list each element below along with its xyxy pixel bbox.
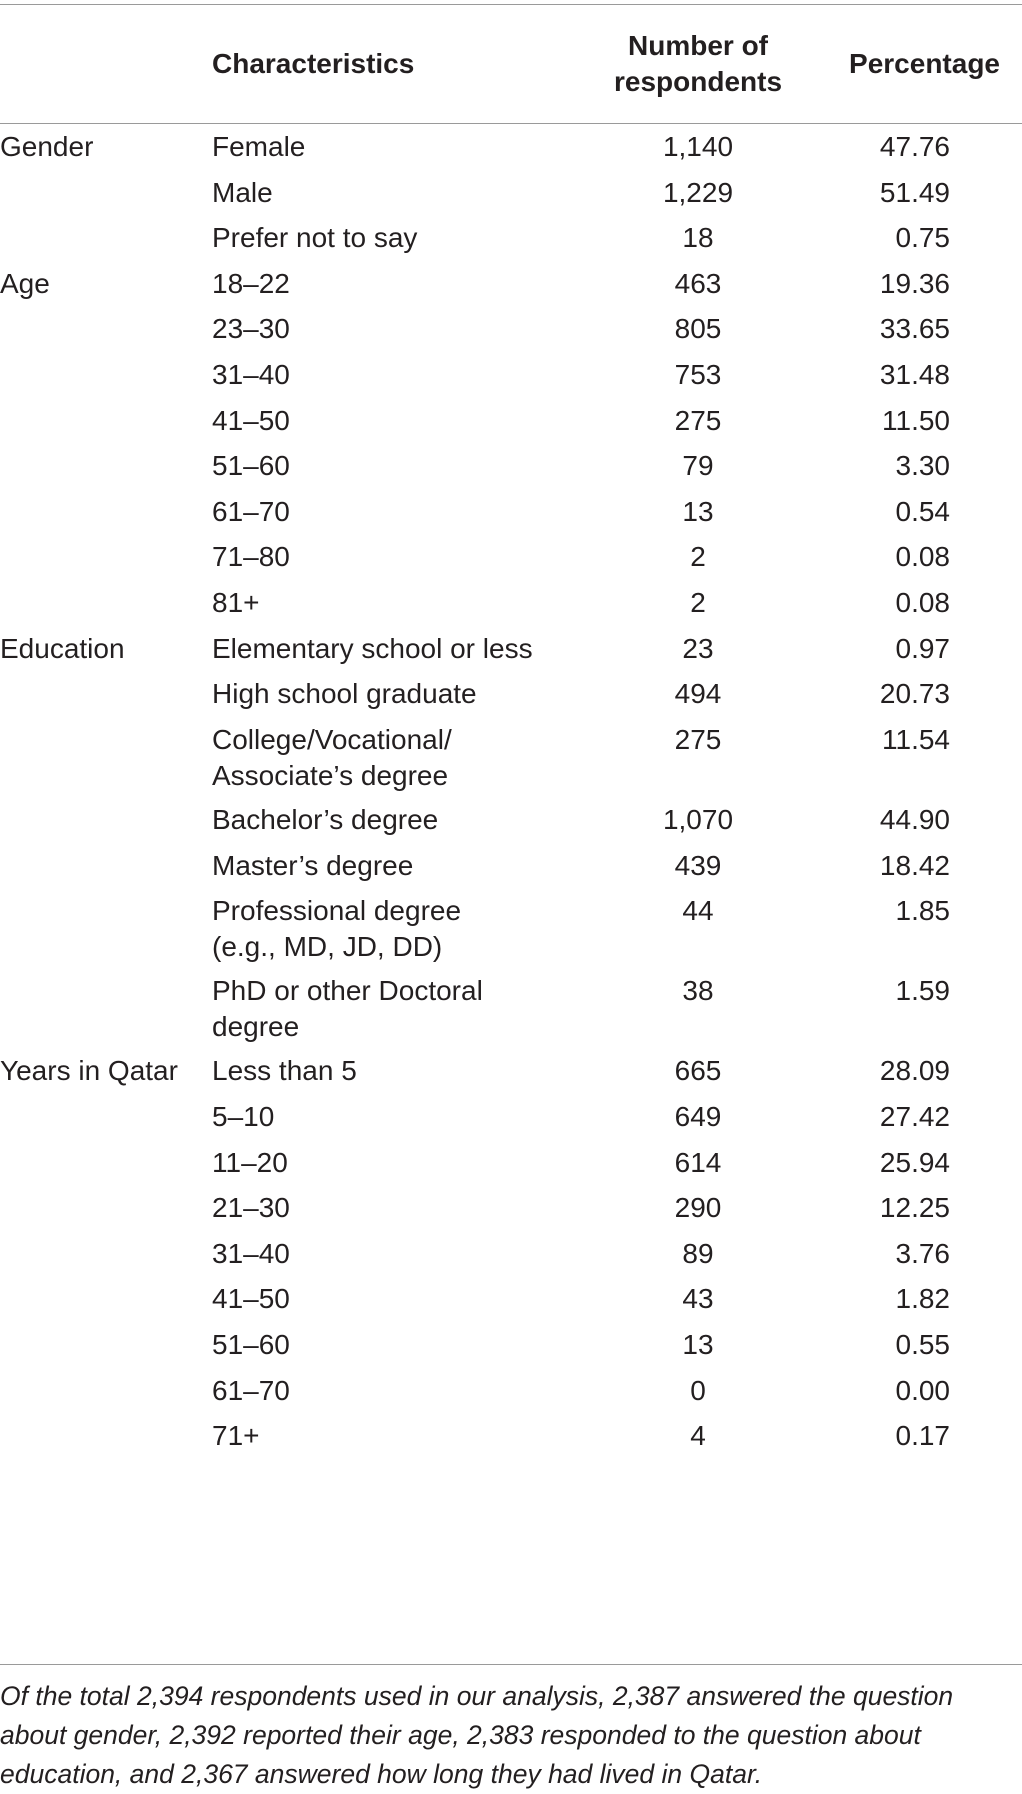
row-number-of-respondents: 18: [682, 222, 714, 254]
row-characteristic: [212, 1325, 290, 1364]
row-percentage: 0.08: [895, 541, 950, 573]
row-percentage: 25.94: [879, 1146, 950, 1178]
row-characteristic: [212, 537, 290, 576]
row-number-of-respondents: 2: [690, 541, 706, 573]
characteristic-line: Prefer not to say: [212, 222, 418, 254]
characteristic-line: Bachelor’s degree: [212, 803, 439, 835]
row-number-of-respondents: 4: [690, 1420, 706, 1452]
row-number-of-respondents: 614: [674, 1146, 722, 1178]
row-percentage: 0.54: [895, 495, 950, 527]
row-characteristic: [212, 218, 417, 257]
header-percentage: Percentage: [849, 48, 1000, 79]
row-percentage: 11.50: [882, 404, 950, 436]
row-characteristic: [212, 401, 290, 440]
characteristic-line: 18–22: [212, 267, 290, 299]
row-characteristic: [212, 846, 413, 885]
characteristic-line: Master’s degree: [212, 849, 414, 881]
row-percentage: 51.49: [879, 176, 950, 208]
row-number-of-respondents: 463: [674, 267, 722, 299]
row-characteristic: [212, 1143, 288, 1182]
row-number-of-respondents: 290: [674, 1192, 722, 1224]
row-characteristic: [212, 1371, 290, 1410]
row-percentage: 18.42: [879, 849, 950, 881]
characteristic-line: 61–70: [212, 1374, 290, 1406]
row-group-label: Age: [0, 267, 50, 299]
header-number-line1: Number of: [628, 30, 768, 61]
row-percentage: 33.65: [879, 313, 950, 345]
row-characteristic: [212, 173, 273, 212]
row-characteristic: [212, 309, 290, 348]
characteristic-line: College/Vocational/: [212, 723, 452, 755]
row-number-of-respondents: 753: [674, 359, 722, 390]
characteristic-line: (e.g., MD, JD, DD): [212, 931, 443, 963]
row-percentage: 0.08: [895, 587, 950, 618]
row-percentage: 0.75: [895, 222, 950, 254]
row-number-of-respondents: 38: [682, 975, 714, 1007]
table-header-rule: [0, 123, 1022, 124]
row-number-of-respondents: 13: [682, 495, 714, 527]
characteristic-line: High school graduate: [212, 678, 477, 710]
characteristic-line: 51–60: [212, 450, 290, 482]
characteristic-line: Male: [212, 176, 273, 208]
row-characteristic: [212, 800, 438, 839]
characteristic-line: Elementary school or less: [212, 632, 533, 664]
row-percentage: 12.25: [879, 1192, 950, 1224]
characteristic-line: 5–10: [212, 1100, 275, 1132]
row-number-of-respondents: 0: [690, 1374, 706, 1406]
row-characteristic: [212, 446, 290, 485]
characteristic-line: 81+: [212, 587, 260, 618]
row-characteristic: [212, 264, 290, 303]
row-characteristic: [212, 583, 260, 622]
row-characteristic: [212, 492, 290, 531]
table-footnote: Of the total 2,394 respondents used in our analysis, 2,387 answered the question about gender, 2,392 reported their age, 2,383 responded to the question about education, and 2,367 answered how long they had lived in Qatar.: [0, 1681, 954, 1789]
row-percentage: 1.85: [895, 895, 950, 927]
characteristic-line: 51–60: [212, 1328, 290, 1360]
row-number-of-respondents: 89: [682, 1237, 714, 1269]
row-percentage: 3.30: [895, 450, 950, 482]
row-characteristic: [212, 1097, 274, 1136]
row-percentage: 0.55: [895, 1328, 950, 1360]
characteristic-line: 11–20: [212, 1146, 288, 1178]
characteristic-line: Associate’s degree: [212, 759, 449, 791]
row-percentage: 31.48: [879, 359, 950, 390]
row-characteristic: [212, 674, 477, 713]
characteristic-line: Female: [212, 131, 306, 162]
characteristic-line: degree: [212, 1011, 300, 1043]
row-percentage: 0.17: [895, 1420, 950, 1452]
row-number-of-respondents: 79: [682, 450, 714, 482]
characteristic-line: 61–70: [212, 495, 290, 527]
row-percentage: 11.54: [882, 723, 950, 755]
row-percentage: 0.97: [895, 632, 950, 664]
header-characteristics: Characteristics: [212, 48, 415, 79]
row-number-of-respondents: 1,070: [662, 803, 734, 835]
row-number-of-respondents: 1,229: [662, 176, 734, 208]
row-number-of-respondents: 494: [674, 678, 722, 710]
row-percentage: 1.59: [895, 975, 950, 1007]
row-number-of-respondents: 275: [674, 723, 722, 755]
characteristic-line: Professional degree: [212, 895, 462, 927]
row-percentage: 28.09: [879, 1055, 950, 1087]
row-percentage: 1.82: [895, 1283, 950, 1315]
header-number-of-respondents: [598, 28, 798, 100]
row-characteristic: [212, 971, 483, 1045]
characteristic-line: 71+: [212, 1420, 260, 1452]
row-percentage: 19.36: [879, 267, 950, 299]
row-group-label: Years in Qatar: [0, 1055, 178, 1087]
header-number-line2: respondents: [613, 66, 783, 97]
characteristic-line: 31–40: [212, 359, 290, 390]
characteristic-line: Less than 5: [212, 1055, 357, 1087]
characteristic-line: 21–30: [212, 1192, 290, 1224]
row-characteristic: [212, 1416, 260, 1455]
row-characteristic: [212, 629, 533, 668]
row-number-of-respondents: 23: [682, 632, 714, 664]
row-characteristic: [212, 355, 290, 394]
row-characteristic: [212, 127, 305, 166]
row-percentage: 47.76: [879, 131, 950, 162]
row-characteristic: [212, 891, 461, 965]
row-characteristic: [212, 1188, 290, 1227]
row-percentage: 0.00: [895, 1374, 950, 1406]
row-characteristic: [212, 720, 452, 794]
row-characteristic: [212, 1234, 290, 1273]
row-number-of-respondents: 665: [674, 1055, 722, 1087]
row-number-of-respondents: 13: [682, 1328, 714, 1360]
row-number-of-respondents: 44: [682, 895, 714, 927]
table-header: [0, 4, 1022, 123]
row-percentage: 3.76: [895, 1237, 950, 1269]
row-group-label: Education: [0, 632, 125, 664]
characteristic-line: PhD or other Doctoral: [212, 975, 483, 1007]
characteristic-line: 41–50: [212, 404, 290, 436]
row-percentage: 44.90: [879, 803, 950, 835]
characteristic-line: 41–50: [212, 1283, 290, 1315]
row-number-of-respondents: 1,140: [662, 131, 734, 162]
row-number-of-respondents: 649: [674, 1100, 722, 1132]
table-bottom-rule: [0, 1664, 1022, 1665]
characteristic-line: 31–40: [212, 1237, 290, 1269]
row-number-of-respondents: 439: [674, 849, 722, 881]
row-percentage: 27.42: [879, 1100, 950, 1132]
row-number-of-respondents: 43: [682, 1283, 714, 1315]
characteristic-line: 71–80: [212, 541, 290, 573]
row-number-of-respondents: 2: [690, 587, 706, 618]
row-number-of-respondents: 275: [674, 404, 722, 436]
row-characteristic: [212, 1279, 290, 1318]
row-characteristic: [212, 1051, 357, 1090]
row-percentage: 20.73: [879, 678, 950, 710]
row-group-label: Gender: [0, 131, 94, 162]
row-number-of-respondents: 805: [674, 313, 722, 345]
characteristic-line: 23–30: [212, 313, 290, 345]
